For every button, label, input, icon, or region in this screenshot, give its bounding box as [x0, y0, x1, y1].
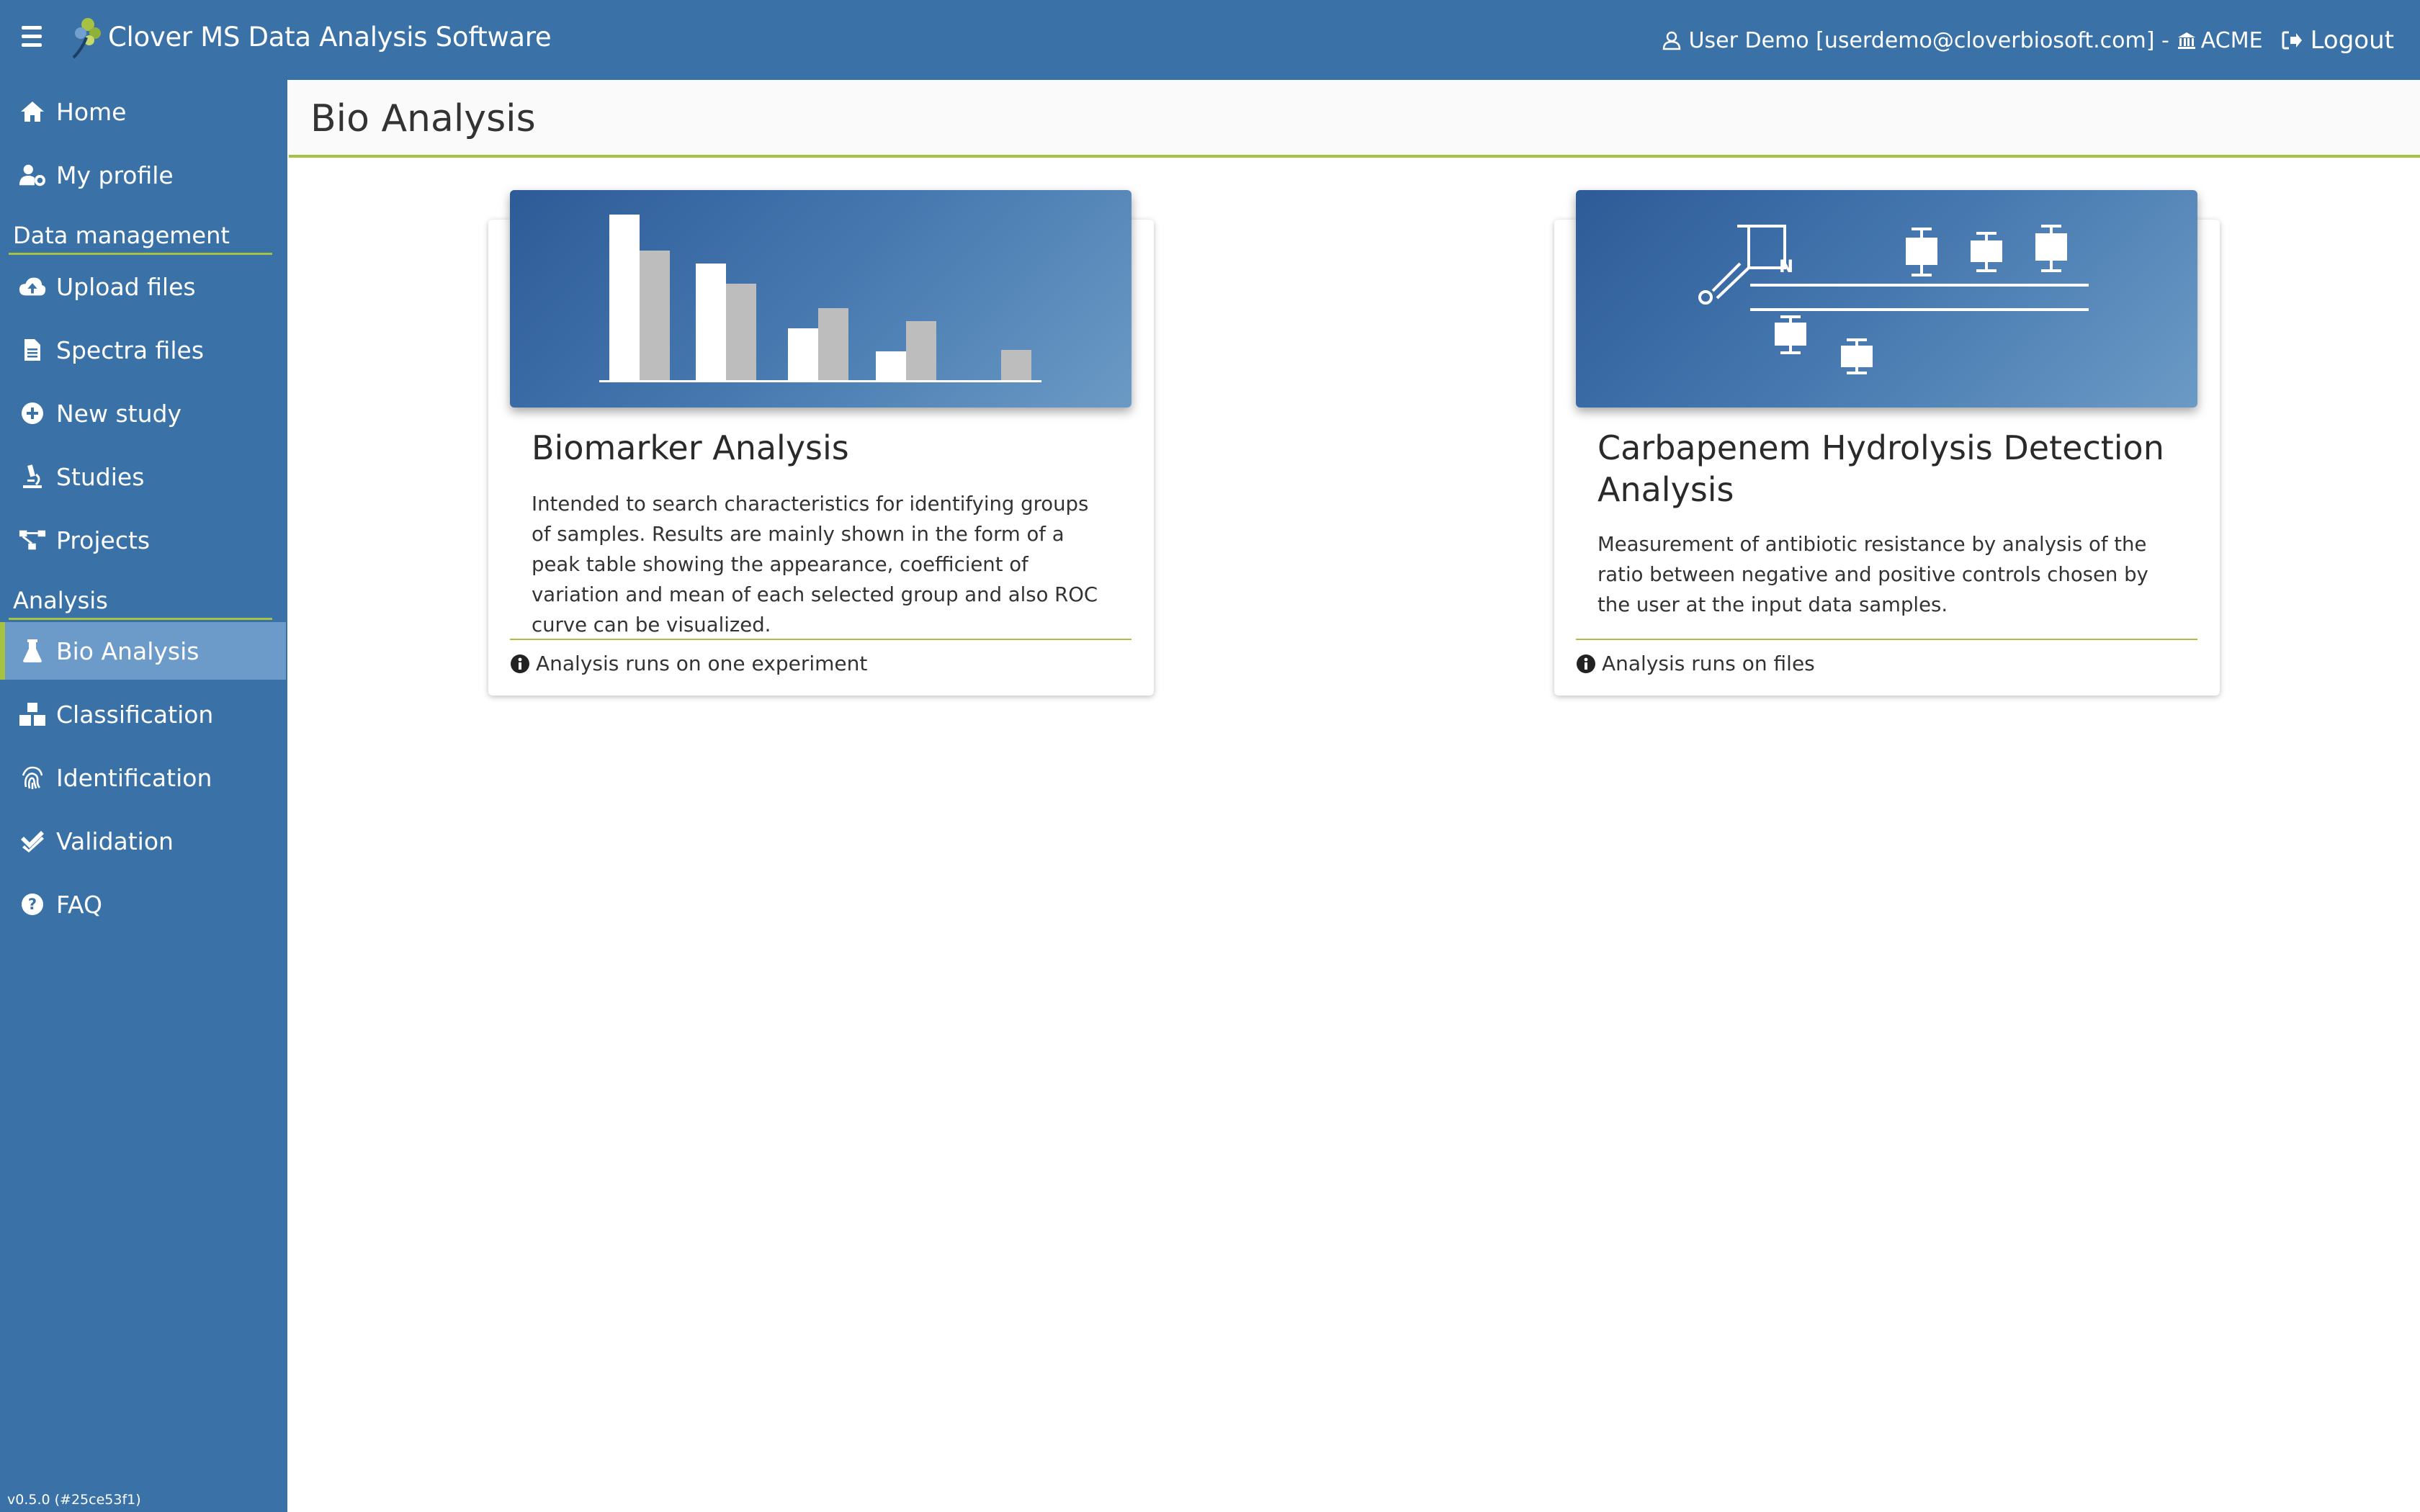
sidebar-item-label: Classification [56, 700, 214, 729]
card-footer-label: Analysis runs on files [1602, 652, 1815, 675]
card-divider [1576, 639, 2197, 640]
user-icon [1662, 30, 1682, 50]
top-bar [0, 0, 2420, 80]
svg-text:N: N [1779, 256, 1794, 276]
logout-icon [2280, 29, 2303, 52]
file-icon [19, 336, 46, 364]
section-analysis: Analysis [13, 587, 108, 614]
user-label[interactable]: User Demo [userdemo@cloverbiosoft.com] - [1688, 27, 2169, 53]
card-title: Biomarker Analysis [532, 428, 849, 467]
sidebar-item-label: New study [56, 399, 182, 428]
institution-icon [2177, 30, 2197, 50]
user-area [1662, 26, 2394, 55]
logout-label: Logout [2310, 26, 2394, 55]
beta-lactam-boxplot-illustration [1576, 190, 2197, 408]
flask-icon [19, 637, 46, 665]
sidebar [0, 80, 287, 1512]
sidebar-item-label: Validation [56, 827, 174, 855]
sidebar-item-studies[interactable] [0, 448, 287, 505]
sidebar-item-identification[interactable] [0, 749, 287, 806]
cubes-icon [19, 701, 46, 728]
info-circle-icon [510, 654, 530, 674]
sidebar-item-new-study[interactable] [0, 384, 287, 442]
sidebar-item-upload-files[interactable] [0, 258, 287, 315]
microscope-icon [19, 463, 46, 490]
section-divider [9, 253, 272, 255]
question-circle-icon [19, 891, 46, 918]
org-label[interactable]: ACME [2200, 27, 2263, 53]
carbapenem-analysis-card[interactable] [1554, 220, 2220, 696]
card-divider [510, 639, 1131, 640]
info-circle-icon [1576, 654, 1596, 674]
page-header [289, 80, 2420, 158]
section-data-management: Data management [13, 222, 230, 249]
sidebar-item-my-profile[interactable] [0, 146, 287, 204]
sidebar-item-label: Identification [56, 763, 212, 792]
card-footer [1576, 652, 1815, 675]
sidebar-item-label: Bio Analysis [56, 636, 200, 665]
sidebar-item-label: Home [56, 97, 127, 126]
check-double-icon [19, 827, 46, 855]
fingerprint-icon [19, 764, 46, 791]
sidebar-item-bio-analysis[interactable] [0, 622, 286, 680]
sidebar-item-label: Upload files [56, 272, 196, 301]
sidebar-item-validation[interactable] [0, 812, 287, 870]
menu-toggle-icon[interactable] [22, 26, 45, 49]
app-version: v0.5.0 (#25ce53f1) [7, 1492, 141, 1508]
card-description: Intended to search characteristics for identifying groups of samples. Results are mainly shown in the form of a peak table showing the appearance, coefficient of variation and mean of each selected group and also ROC curve can be visualized. [532, 492, 1098, 636]
project-diagram-icon [19, 526, 46, 554]
section-divider [9, 618, 272, 620]
card-footer [510, 652, 867, 675]
home-icon [19, 98, 46, 125]
card-footer-label: Analysis runs on one experiment [536, 652, 868, 675]
svg-text:?: ? [27, 896, 37, 913]
plus-circle-icon [19, 400, 46, 427]
sidebar-item-projects[interactable] [0, 511, 287, 569]
sidebar-item-label: Studies [56, 462, 145, 491]
sidebar-item-label: Spectra files [56, 336, 205, 364]
sidebar-item-faq[interactable] [0, 876, 287, 933]
clover-logo [66, 16, 104, 60]
page-title: Bio Analysis [310, 97, 536, 140]
bar-chart-illustration [510, 190, 1131, 408]
sidebar-item-spectra-files[interactable] [0, 321, 287, 379]
biomarker-analysis-card[interactable] [488, 220, 1154, 696]
sidebar-item-label: My profile [56, 161, 174, 189]
cloud-upload-icon [19, 273, 46, 300]
sidebar-item-label: Projects [56, 526, 151, 554]
sidebar-item-label: FAQ [56, 890, 102, 919]
sidebar-item-home[interactable] [0, 83, 287, 140]
logout-button[interactable] [2280, 26, 2394, 55]
card-description: Measurement of antibiotic resistance by analysis of the ratio between negative and positive controls chosen by the user at the input data samples. [1597, 533, 2148, 616]
card-title: Carbapenem Hydrolysis Detection Analysis [1597, 428, 2164, 509]
user-cog-icon [19, 161, 46, 189]
sidebar-item-classification[interactable] [0, 685, 287, 743]
app-title[interactable]: Clover MS Data Analysis Software [108, 22, 552, 53]
